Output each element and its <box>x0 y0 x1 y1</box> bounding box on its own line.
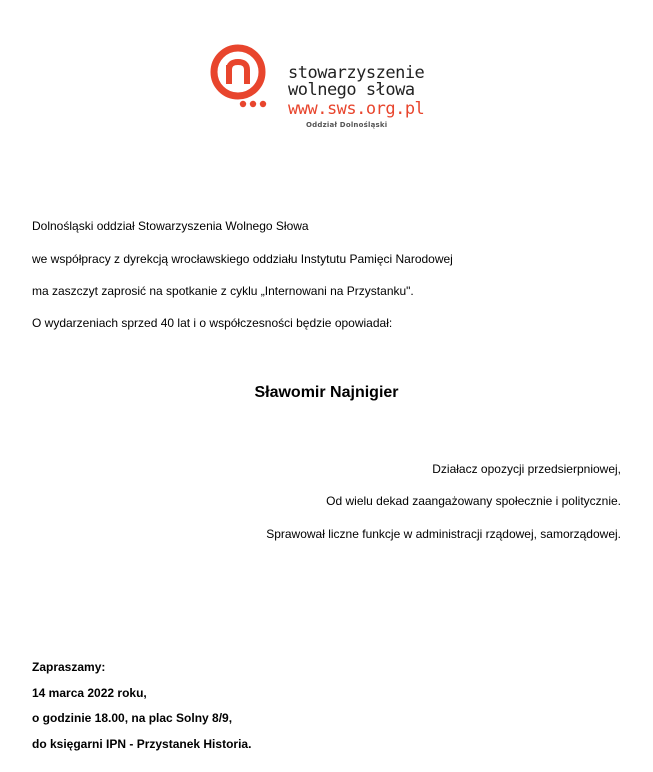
invitation-date: 14 marca 2022 roku, <box>32 686 147 700</box>
intro-line-4: O wydarzeniach sprzed 40 lat i o współczesności będzie opowiadał: <box>32 316 393 330</box>
speaker-name: Sławomir Najnigier <box>254 384 399 401</box>
intro-line-1: Dolnośląski oddział Stowarzyszenia Wolnego Słowa <box>32 219 309 233</box>
sws-logo-icon <box>206 40 286 115</box>
intro-line-2: we współpracy z dyrekcją wrocławskiego oddziału Instytutu Pamięci Narodowej <box>32 252 453 266</box>
bio-line-1: Działacz opozycji przedsierpniowej, <box>432 462 621 476</box>
bio-line-2: Od wielu dekad zaangażowany społecznie i politycznie. <box>326 494 621 508</box>
sws-logo <box>206 40 436 130</box>
logo-website: www.sws.org.pl <box>288 99 425 119</box>
bio-line-3: Sprawował liczne funkcje w administracji rządowej, samorządowej. <box>266 527 621 541</box>
logo-text-stowarzyszenie: stowarzyszenie <box>288 63 425 83</box>
intro-line-3: ma zaszczyt zaprosić na spotkanie z cyklu „Internowani na Przystanku". <box>32 284 414 298</box>
invitation-heading: Zapraszamy: <box>32 660 106 674</box>
logo-text-wolnego-slowa: wolnego słowa <box>288 80 415 100</box>
invitation-time-place: o godzinie 18.00, na plac Solny 8/9, <box>32 711 233 725</box>
logo-branch: Oddział Dolnośląski <box>306 121 388 129</box>
invitation-venue: do księgarni IPN - Przystanek Historia. <box>32 737 252 751</box>
